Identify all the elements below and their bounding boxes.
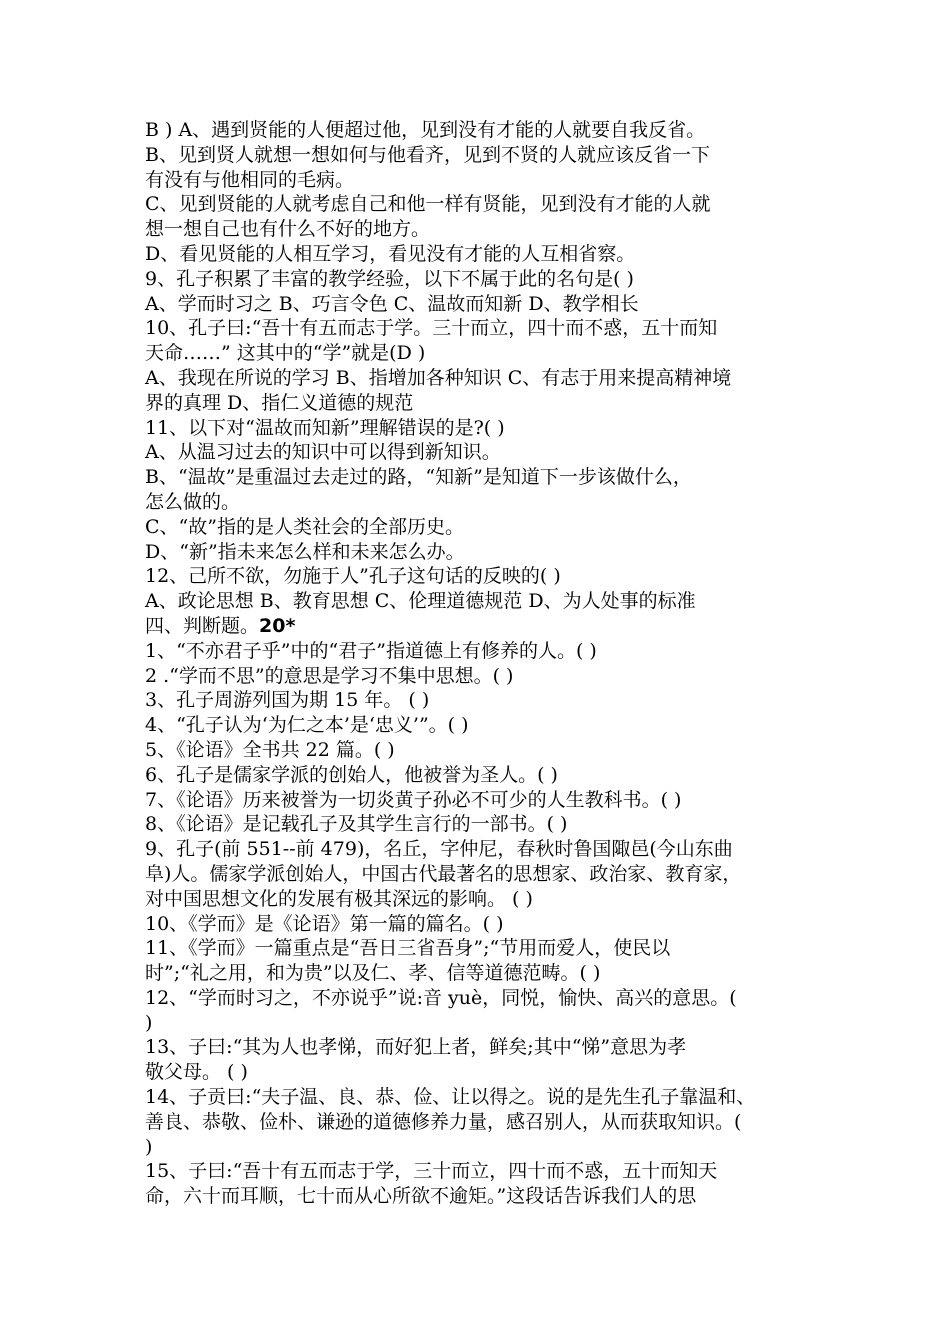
- text-line: 13、子曰:“其为人也孝悌，而好犯上者，鲜矣;其中“悌”意思为孝: [145, 1036, 687, 1059]
- text-line: 阜)人。儒家学派创始人，中国古代最著名的思想家、政治家、教育家，: [145, 862, 742, 885]
- text-line: 对中国思想文化的发展有极其深远的影响。 ( ): [145, 887, 533, 910]
- document-body: [145, 118, 813, 1209]
- text-line: 善良、恭敬、俭朴、谦逊的道德修养力量，感召别人，从而获取知识。(: [145, 1110, 742, 1133]
- text-line: 界的真理 D、指仁义道德的规范: [145, 391, 414, 414]
- text-line: 2 .“学而不思”的意思是学习不集中思想。( ): [145, 664, 514, 687]
- text-line: 1、“不亦君子乎”中的“君子”指道德上有修养的人。( ): [145, 639, 597, 662]
- text-line: 11、《学而》一篇重点是“吾日三省吾身”;“节用而爱人，使民以: [145, 937, 671, 960]
- text-line: 12、己所不欲，勿施于人”孔子这句话的反映的( ): [145, 565, 561, 588]
- text-line: ): [145, 1011, 153, 1034]
- text-line: C、“故”指的是人类社会的全部历史。: [145, 515, 464, 538]
- text-line: 9、孔子积累了丰富的教学经验，以下不属于此的名句是( ): [145, 267, 634, 290]
- text-line: 10、《学而》是《论语》第一篇的篇名。( ): [145, 912, 504, 935]
- text-line: 6、孔子是儒家学派的创始人，他被誉为圣人。( ): [145, 763, 558, 786]
- text-line: 4、“孔子认为‘为仁之本’是‘忠义’”。( ): [145, 714, 469, 737]
- text-line: C、见到贤能的人就考虑自己和他一样有贤能，见到没有才能的人就: [145, 193, 711, 216]
- text-line: A、学而时习之 B、巧言令色 C、温故而知新 D、教学相长: [145, 292, 639, 315]
- text-line: D、看见贤能的人相互学习，看见没有才能的人互相省察。: [145, 242, 636, 265]
- text-line: 敬父母。 ( ): [145, 1061, 248, 1084]
- text-line: 7、《论语》历来被誉为一切炎黄子孙必不可少的人生教科书。( ): [145, 788, 682, 811]
- text-line: 12、“学而时习之，不亦说乎”说:音 yuè，同悦，愉快、高兴的意思。(: [145, 986, 737, 1009]
- text-line: B、“温故”是重温过去走过的路，“知新”是知道下一步该做什么，: [145, 466, 692, 489]
- text-line: 8、《论语》是记载孔子及其学生言行的一部书。( ): [145, 813, 568, 836]
- text-line: 命，六十而耳顺，七十而从心所欲不逾矩。”这段话告诉我们人的思: [145, 1185, 697, 1208]
- text-line: 15、子曰:“吾十有五而志于学，三十而立，四十而不惑，五十而知天: [145, 1160, 718, 1183]
- section-score: 20*: [259, 614, 296, 637]
- text-line: A、政论思想 B、教育思想 C、伦理道德规范 D、为人处事的标准: [145, 590, 696, 613]
- text-line: B ) A、遇到贤能的人便超过他，见到没有才能的人就要自我反省。: [145, 119, 706, 141]
- text-line: 怎么做的。: [145, 490, 241, 513]
- section-title: 四、判断题。: [145, 614, 260, 637]
- text-line: 有没有与他相同的毛病。: [145, 168, 355, 191]
- text-line: 3、孔子周游列国为期 15 年。 ( ): [145, 689, 430, 712]
- text-line: 9、孔子(前 551--前 479)，名丘，字仲尼，春秋时鲁国陬邑(今山东曲: [145, 838, 733, 861]
- text-line: 5、《论语》全书共 22 篇。( ): [145, 738, 395, 761]
- section-heading: [145, 614, 813, 639]
- text-line: B、见到贤人就想一想如何与他看齐，见到不贤的人就应该反省一下: [145, 143, 710, 166]
- text-line: 时”;“礼之用，和为贵”以及仁、孝、信等道德范畴。( ): [145, 962, 601, 985]
- text-line: A、我现在所说的学习 B、指增加各种知识 C、有志于用来提高精神境: [145, 366, 732, 389]
- text-line: D、“新”指未来怎么样和未来怎么办。: [145, 540, 465, 563]
- text-line: 10、孔子曰:“吾十有五而志于学。三十而立，四十而不惑，五十而知: [145, 317, 718, 340]
- text-line: 天命……” 这其中的“学”就是(D ): [145, 342, 426, 365]
- text-line: ): [145, 1135, 153, 1158]
- text-line: 14、子贡曰:“夫子温、良、恭、俭、让以得之。说的是先生孔子靠温和、: [145, 1086, 756, 1109]
- text-line: A、从温习过去的知识中可以得到新知识。: [145, 441, 501, 464]
- text-line: 想一想自己也有什么不好的地方。: [145, 218, 431, 241]
- text-line: 11、以下对“温故而知新”理解错误的是?( ): [145, 416, 505, 439]
